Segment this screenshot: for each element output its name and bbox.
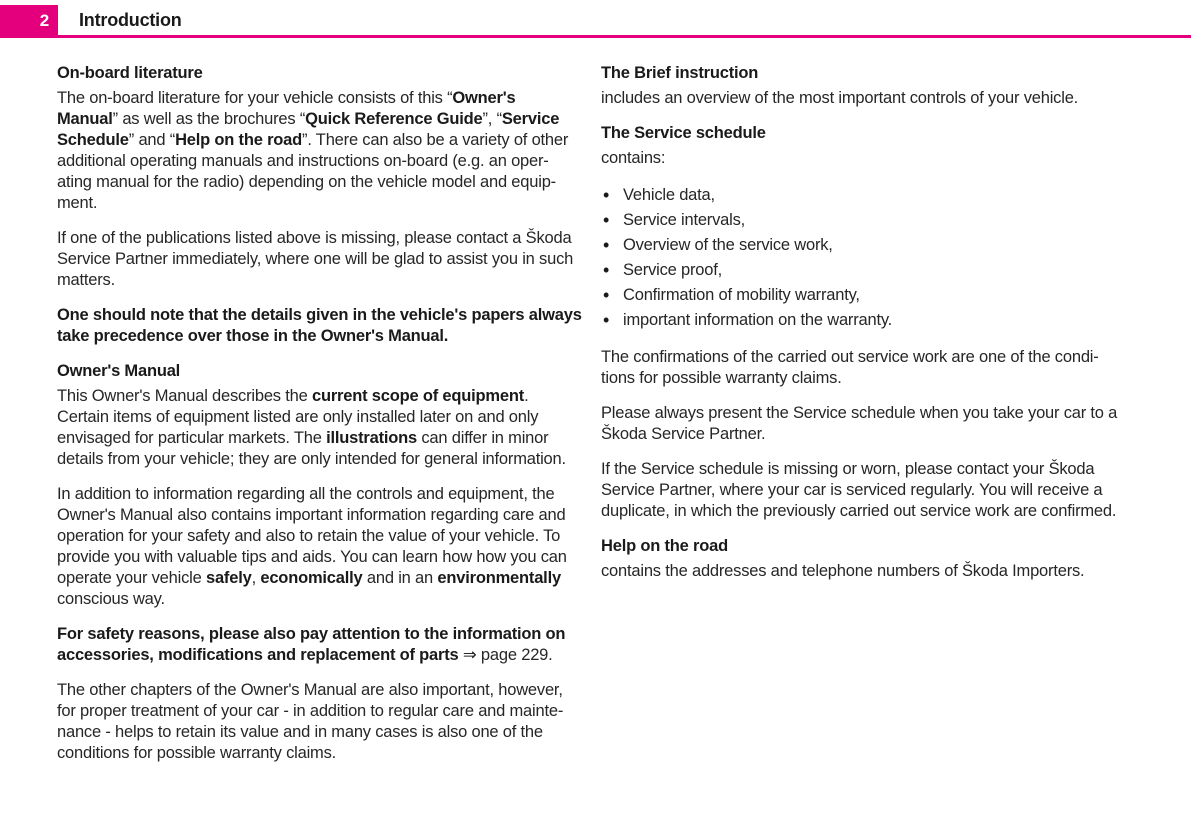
text-run: operate your vehicle (57, 569, 206, 587)
text-line (57, 249, 573, 270)
text-line (601, 501, 1116, 522)
text-run: conditions for possible warranty claims. (57, 744, 337, 762)
text-line (57, 547, 567, 568)
section-heading: The Service schedule (601, 124, 766, 142)
paragraph (601, 88, 1078, 109)
text-run: The on-board literature for your vehicle consists of this “ (57, 89, 453, 107)
paragraph (57, 88, 568, 214)
text-run: ” as well as the brochures “ (112, 110, 306, 128)
text-line (57, 130, 568, 151)
text-run: duplicate, in which the previously carried out service work are confirmed. (601, 502, 1117, 520)
text-line (57, 526, 567, 547)
text-line (57, 270, 573, 291)
text-run: ment. (57, 194, 98, 212)
section-heading: The Brief instruction (601, 64, 759, 82)
list-item: • Service intervals, (601, 208, 892, 233)
list-item: • important information on the warranty. (601, 308, 892, 333)
paragraph (601, 347, 1099, 389)
text-run: Quick Reference Guide (305, 110, 483, 128)
text-line (601, 403, 1117, 424)
text-run: , (251, 569, 261, 587)
page-number-box (0, 5, 58, 38)
text-line (57, 680, 563, 701)
text-run: Please always present the Service schedule when you take your car to a (601, 404, 1118, 422)
text-run: In addition to information regarding all the controls and equipment, the (57, 485, 555, 503)
text-line (57, 505, 567, 526)
text-line (57, 172, 568, 193)
text-run: Service Partner, where your car is serviced regularly. You will receive a (601, 481, 1103, 499)
text-run: conscious way. (57, 590, 165, 608)
text-line (601, 148, 665, 169)
section-heading: Help on the road (601, 537, 728, 555)
text-line (601, 459, 1116, 480)
text-line (57, 386, 566, 407)
text-run: One should note that the details given in the vehicle's papers always (57, 306, 582, 324)
text-run: ” and “ (128, 131, 176, 149)
text-line (57, 151, 568, 172)
text-run: provide you with valuable tips and aids. You can learn how how you can (57, 548, 567, 566)
text-line (601, 561, 1084, 582)
text-run: Owner's Manual also contains important information regarding care and (57, 506, 566, 524)
text-run: Schedule (57, 131, 129, 149)
text-line (57, 589, 567, 610)
list-item: • Vehicle data, (601, 183, 892, 208)
text-line (57, 428, 566, 449)
text-run: For safety reasons, please also pay attention to the information on (57, 625, 566, 643)
list-item: • Overview of the service work, (601, 233, 892, 258)
paragraph (57, 305, 582, 347)
text-run: ”, “ (482, 110, 502, 128)
paragraph (57, 484, 567, 610)
paragraph (57, 624, 565, 666)
text-run: environmentally (437, 569, 561, 587)
text-run: contains the addresses and telephone numbers of Škoda Importers. (601, 562, 1085, 580)
paragraph (601, 148, 665, 169)
text-line (57, 88, 568, 109)
text-run: economically (260, 569, 363, 587)
text-line (57, 326, 582, 347)
text-run: Help on the road (175, 131, 303, 149)
header-rule (0, 35, 1191, 38)
text-line (57, 407, 566, 428)
text-run: current scope of equipment (311, 387, 525, 405)
text-run: The other chapters of the Owner's Manual are also important, however, (57, 681, 563, 699)
text-line (57, 449, 566, 470)
text-run: Service (501, 110, 560, 128)
text-run: If one of the publications listed above is missing, please contact a Škoda (57, 229, 572, 247)
text-line (57, 645, 565, 666)
text-line (57, 568, 567, 589)
text-run: and in an (362, 569, 438, 587)
text-run: can differ in minor (416, 429, 549, 447)
text-line (601, 368, 1099, 389)
right-column (601, 63, 1117, 582)
list-item: • Confirmation of mobility warranty, (601, 283, 892, 308)
text-run: accessories, modifications and replacement of parts (57, 646, 459, 664)
text-run: This Owner's Manual describes the (57, 387, 312, 405)
text-run: safely (205, 569, 252, 587)
text-run: includes an overview of the most important controls of your vehicle. (601, 89, 1079, 107)
section-heading: Owner's Manual (57, 362, 181, 380)
text-line (57, 305, 582, 326)
text-run: Škoda Service Partner. (601, 425, 766, 443)
text-line (601, 424, 1117, 445)
text-line (601, 347, 1099, 368)
text-line (57, 228, 573, 249)
text-line (57, 193, 568, 214)
paragraph (601, 459, 1116, 522)
list-item: • Service proof, (601, 258, 892, 283)
text-run: ating manual for the radio) depending on the vehicle model and equip- (57, 173, 556, 191)
text-run: take precedence over those in the Owner's Manual. (57, 327, 449, 345)
text-run: ⇒ page 229. (458, 646, 553, 664)
text-run: Owner's (452, 89, 516, 107)
paragraph (57, 680, 563, 764)
text-run: Service Partner immediately, where one will be glad to assist you in such (57, 250, 574, 268)
text-run: details from your vehicle; they are only intended for general information. (57, 450, 566, 468)
page-number: 2 (39, 11, 49, 30)
text-run: The confirmations of the carried out service work are one of the condi- (601, 348, 1099, 366)
text-line (57, 484, 567, 505)
text-line (57, 701, 563, 722)
text-run: tions for possible warranty claims. (601, 369, 842, 387)
text-run: . (524, 387, 529, 405)
paragraph (57, 228, 573, 291)
paragraph (601, 561, 1084, 582)
text-run: ”. There can also be a variety of other (302, 131, 569, 149)
text-run: Manual (57, 110, 113, 128)
left-column (57, 63, 582, 764)
paragraph (57, 386, 566, 470)
text-line (57, 624, 565, 645)
text-run: illustrations (326, 429, 417, 447)
text-line (57, 109, 568, 130)
text-run: Certain items of equipment listed are only installed later on and only (57, 408, 539, 426)
text-line (601, 88, 1078, 109)
page-title: Introduction (79, 10, 182, 30)
text-line (601, 480, 1116, 501)
text-run: contains: (601, 149, 666, 167)
text-run: operation for your safety and also to retain the value of your vehicle. To (57, 527, 561, 545)
text-run: nance - helps to retain its value and in many cases is also one of the (57, 723, 543, 741)
text-run: matters. (57, 271, 115, 289)
text-run: additional operating manuals and instructions on-board (e.g. an oper- (57, 152, 549, 170)
text-line (57, 722, 563, 743)
section-heading: On-board literature (57, 64, 203, 82)
text-run: envisaged for particular markets. The (57, 429, 327, 447)
bullet-list (601, 183, 892, 333)
text-line (57, 743, 563, 764)
paragraph (601, 403, 1117, 445)
text-run: for proper treatment of your car - in addition to regular care and mainte- (57, 702, 564, 720)
text-run: If the Service schedule is missing or worn, please contact your Škoda (601, 460, 1095, 478)
